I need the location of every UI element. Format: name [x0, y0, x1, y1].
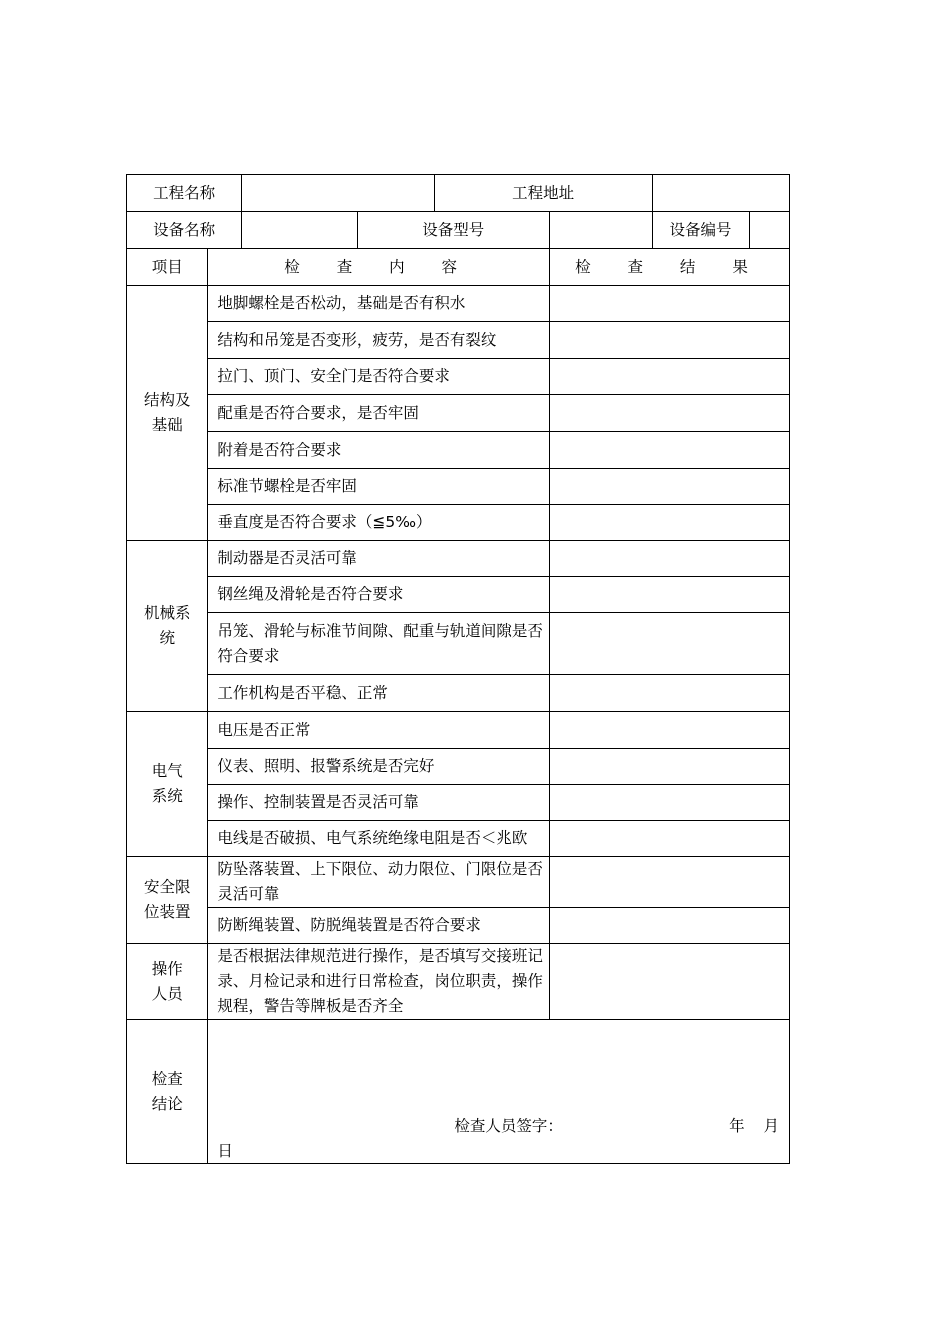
result-field[interactable]: [549, 821, 789, 857]
check-item: 电压是否正常: [208, 712, 550, 749]
check-item: 防断绳装置、防脱绳装置是否符合要求: [208, 908, 550, 944]
result-field[interactable]: [549, 359, 789, 395]
inspection-table: [126, 174, 790, 1164]
table-row: [127, 944, 790, 1020]
table-row: [127, 505, 790, 541]
check-item: 吊笼、滑轮与标准节间隙、配重与轨道间隙是否符合要求: [208, 613, 550, 675]
table-row: [127, 432, 790, 469]
equipment-row: [127, 212, 790, 249]
result-field[interactable]: [549, 857, 789, 908]
check-item: 结构和吊笼是否变形，疲劳，是否有裂纹: [208, 322, 550, 359]
conclusion-label: 检查 结论: [127, 1020, 208, 1164]
inspector-signature-label: 检查人员签字：: [454, 1117, 563, 1135]
equipment-number-cell: [652, 212, 789, 249]
check-item: 垂直度是否符合要求（≦5‰）: [208, 505, 550, 541]
check-item: 钢丝绳及滑轮是否符合要求: [208, 577, 550, 613]
project-address-label: 工程地址: [434, 175, 652, 212]
result-field[interactable]: [549, 675, 789, 712]
table-row: [127, 577, 790, 613]
result-field[interactable]: [549, 613, 789, 675]
category-operators: 操作 人员: [127, 944, 208, 1020]
check-item: 标准节螺栓是否牢固: [208, 469, 550, 505]
category-electrical-system: 电气 系统: [127, 712, 208, 857]
check-item: 工作机构是否平稳、正常: [208, 675, 550, 712]
column-item-header: 项目: [127, 249, 208, 286]
check-item: 拉门、顶门、安全门是否符合要求: [208, 359, 550, 395]
check-item: 制动器是否灵活可靠: [208, 541, 550, 577]
category-mechanical-system: 机械系 统: [127, 541, 208, 712]
check-item: 是否根据法律规范进行操作，是否填写交接班记录、月检记录和进行日常检查，岗位职责，操作规程，警告等牌板是否齐全: [208, 944, 550, 1020]
date-day: 日: [217, 1142, 233, 1160]
result-field[interactable]: [549, 395, 789, 432]
equipment-model-field[interactable]: [549, 212, 652, 249]
result-field[interactable]: [549, 577, 789, 613]
table-row: [127, 541, 790, 577]
result-field[interactable]: [549, 785, 789, 821]
date-year-month: 年 月: [729, 1117, 779, 1135]
conclusion-field[interactable]: [208, 1020, 790, 1164]
table-row: [127, 395, 790, 432]
check-item: 操作、控制装置是否灵活可靠: [208, 785, 550, 821]
table-row: [127, 749, 790, 785]
table-row: [127, 712, 790, 749]
project-name-field[interactable]: [242, 175, 434, 212]
result-field[interactable]: [549, 541, 789, 577]
column-result-header: 检 查 结 果: [549, 249, 789, 286]
project-row: [127, 175, 790, 212]
table-row: [127, 675, 790, 712]
check-item: 附着是否符合要求: [208, 432, 550, 469]
check-item: 仪表、照明、报警系统是否完好: [208, 749, 550, 785]
result-field[interactable]: [549, 944, 789, 1020]
check-item: 防坠落装置、上下限位、动力限位、门限位是否灵活可靠: [208, 857, 550, 908]
table-row: [127, 821, 790, 857]
table-row: [127, 469, 790, 505]
result-field[interactable]: [549, 908, 789, 944]
project-address-field[interactable]: [652, 175, 789, 212]
result-field[interactable]: [549, 505, 789, 541]
category-structure-foundation: 结构及 基础: [127, 286, 208, 541]
inspection-form: [126, 174, 790, 1164]
equipment-name-field[interactable]: [242, 212, 357, 249]
table-row: [127, 322, 790, 359]
check-item: 电线是否破损、电气系统绝缘电阻是否＜兆欧: [208, 821, 550, 857]
category-safety-limit-device: 安全限 位装置: [127, 857, 208, 944]
table-row: [127, 908, 790, 944]
table-row: [127, 785, 790, 821]
check-item: 配重是否符合要求，是否牢固: [208, 395, 550, 432]
table-row: [127, 613, 790, 675]
column-header-row: [127, 249, 790, 286]
equipment-model-label: 设备型号: [357, 212, 549, 249]
equipment-number-field[interactable]: [750, 212, 783, 248]
result-field[interactable]: [549, 712, 789, 749]
conclusion-row: [127, 1020, 790, 1164]
table-row: [127, 359, 790, 395]
equipment-name-label: 设备名称: [127, 212, 242, 249]
equipment-number-label: 设备编号: [653, 212, 750, 248]
column-content-header: 检 查 内 容: [208, 249, 550, 286]
result-field[interactable]: [549, 322, 789, 359]
result-field[interactable]: [549, 749, 789, 785]
check-item: 地脚螺栓是否松动，基础是否有积水: [208, 286, 550, 322]
result-field[interactable]: [549, 432, 789, 469]
table-row: [127, 857, 790, 908]
table-row: [127, 286, 790, 322]
result-field[interactable]: [549, 286, 789, 322]
result-field[interactable]: [549, 469, 789, 505]
project-name-label: 工程名称: [127, 175, 242, 212]
